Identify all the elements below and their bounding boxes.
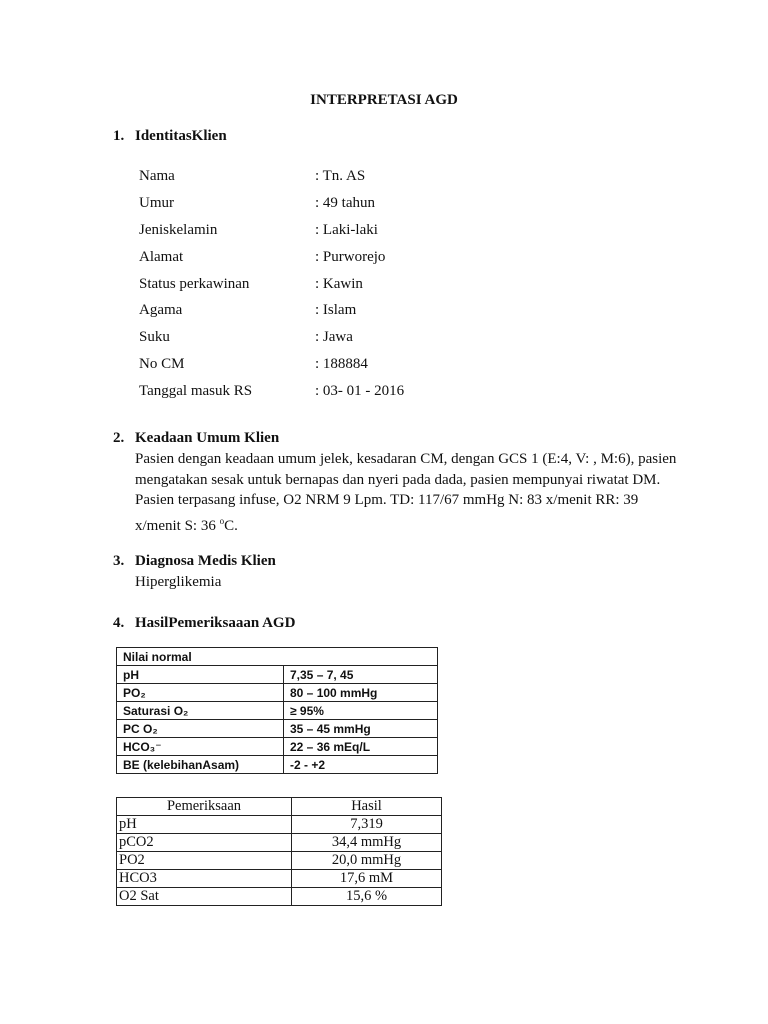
table-cell-value: 34,4 mmHg xyxy=(292,834,442,852)
table-row xyxy=(117,834,442,852)
table-row xyxy=(117,684,438,702)
section-number: 1. xyxy=(113,128,125,144)
result-table xyxy=(116,797,442,906)
section-title: Keadaan Umum Klien xyxy=(135,430,280,446)
table-cell-value: 22 – 36 mEq/L xyxy=(284,738,438,756)
identity-value: : Kawin xyxy=(315,276,363,292)
table-header-row xyxy=(117,798,442,816)
table-row xyxy=(117,738,438,756)
identity-label: Status perkawinan xyxy=(139,276,250,292)
table-cell-param: PO₂ xyxy=(117,684,284,702)
diagnosa-text: Hiperglikemia xyxy=(135,574,222,590)
identity-value: : 188884 xyxy=(315,356,368,372)
identity-label: Tanggal masuk RS xyxy=(139,383,253,399)
table-header: Nilai normal xyxy=(117,648,438,666)
keadaan-umum-paragraph xyxy=(135,449,680,536)
identity-value: : 03- 01 - 2016 xyxy=(315,383,405,399)
table-cell-param: Saturasi O₂ xyxy=(117,702,284,720)
section-title: Diagnosa Medis Klien xyxy=(135,553,276,569)
table-header-hasil: Hasil xyxy=(292,798,442,816)
section-hasil-heading xyxy=(113,615,295,632)
keadaan-umum-text: Pasien dengan keadaan umum jelek, kesadaran CM, dengan GCS 1 (E:4, V: , M:6), pasien mengatakan sesak untuk bernapas dan nyeri pada dada, pasien mempunyai riwatat DM. Pasien terpasang infuse, O2 NRM 9 Lpm. TD: 117/67 mmHg N: 83 x/menit RR: 39 x/menit S: 36 xyxy=(135,451,677,534)
identity-value: : Laki-laki xyxy=(315,222,378,238)
table-row xyxy=(117,702,438,720)
table-cell-param: pCO2 xyxy=(117,834,292,852)
identity-value: : Jawa xyxy=(315,329,353,345)
table-cell-value: 20,0 mmHg xyxy=(292,852,442,870)
table-row xyxy=(117,870,442,888)
table-cell-value: 7,35 – 7, 45 xyxy=(284,666,438,684)
table-cell-param: pH xyxy=(117,666,284,684)
table-row xyxy=(117,756,438,774)
table-row xyxy=(117,852,442,870)
table-row xyxy=(117,720,438,738)
table-header-row xyxy=(117,648,438,666)
table-cell-value: 35 – 45 mmHg xyxy=(284,720,438,738)
table-cell-value: 80 – 100 mmHg xyxy=(284,684,438,702)
table-cell-value: 17,6 mM xyxy=(292,870,442,888)
identity-value: : Islam xyxy=(315,302,357,318)
table-cell-value: 15,6 % xyxy=(292,888,442,906)
normal-values-table xyxy=(116,647,438,774)
identity-label: No CM xyxy=(139,356,185,372)
section-number: 2. xyxy=(113,430,125,446)
identity-value: : Purworejo xyxy=(315,249,386,265)
table-cell-value: ≥ 95% xyxy=(284,702,438,720)
table-cell-param: HCO3 xyxy=(117,870,292,888)
section-title: HasilPemeriksaaan AGD xyxy=(135,615,296,631)
table-cell-param: pH xyxy=(117,816,292,834)
identity-label: Jeniskelamin xyxy=(139,222,218,238)
identity-label: Suku xyxy=(139,329,170,345)
table-cell-param: HCO₃⁻ xyxy=(117,738,284,756)
identity-label: Agama xyxy=(139,302,183,318)
identity-value: : Tn. AS xyxy=(315,168,366,184)
table-row xyxy=(117,666,438,684)
section-number: 4. xyxy=(113,615,125,631)
table-row xyxy=(117,816,442,834)
table-cell-param: PC O₂ xyxy=(117,720,284,738)
table-cell-param: PO2 xyxy=(117,852,292,870)
temperature-unit: C. xyxy=(224,517,238,534)
section-number: 3. xyxy=(113,553,125,569)
degree-superscript: o xyxy=(219,515,225,526)
identity-label: Alamat xyxy=(139,249,184,265)
table-cell-param: BE (kelebihanAsam) xyxy=(117,756,284,774)
identity-label: Nama xyxy=(139,168,175,184)
document-title: INTERPRETASI AGD xyxy=(310,92,458,108)
table-row xyxy=(117,888,442,906)
section-keadaan-heading xyxy=(113,430,279,447)
identity-value: : 49 tahun xyxy=(315,195,375,211)
section-title: IdentitasKlien xyxy=(135,128,227,144)
table-cell-param: O2 Sat xyxy=(117,888,292,906)
table-header-pemeriksaan: Pemeriksaan xyxy=(117,798,292,816)
table-cell-value: 7,319 xyxy=(292,816,442,834)
section-identitas-heading xyxy=(113,128,227,145)
section-diagnosa-heading xyxy=(113,553,276,570)
table-cell-value: -2 - +2 xyxy=(284,756,438,774)
identity-label: Umur xyxy=(139,195,174,211)
